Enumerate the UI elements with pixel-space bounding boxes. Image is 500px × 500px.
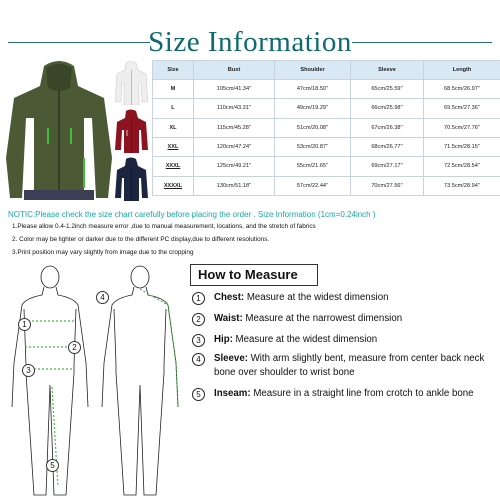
size-cell: XL (153, 119, 193, 137)
header-length: Length (424, 61, 500, 79)
sleeve-cell: 66cm/25.98'' (351, 99, 423, 117)
sleeve-cell: 70cm/27.56'' (351, 177, 423, 195)
length-cell: 71.5cm/28.15'' (424, 138, 500, 156)
header-shoulder: Shoulder (275, 61, 350, 79)
shoulder-cell: 49cm/19.29'' (275, 99, 350, 117)
measure-term: Inseam: (214, 388, 251, 399)
size-cell: XXXXL (153, 177, 193, 195)
table-row (153, 99, 500, 117)
measure-number-2: 2 (192, 313, 205, 326)
shoulder-cell: 51cm/20.08'' (275, 119, 350, 137)
bust-cell: 120cm/47.24'' (194, 138, 274, 156)
bust-cell: 130cm/51.18'' (194, 177, 274, 195)
table-row (153, 177, 500, 195)
header-sleeve: Sleeve (351, 61, 423, 79)
note-1: 1.Please allow 0.4-1.2inch measure error ,due to manual measurement, locations, and the stretch of fabrics (12, 223, 316, 230)
measure-number-4: 4 (192, 353, 205, 366)
figure-label-5: 5 (46, 459, 59, 472)
measure-term: Sleeve: (214, 353, 248, 364)
size-table (152, 60, 500, 196)
hoodie-red-photo (114, 108, 149, 153)
bust-cell: 115cm/45.28'' (194, 119, 274, 137)
size-cell: XXL (153, 138, 193, 156)
hoodie-green-photo (4, 58, 114, 200)
length-cell: 73.5cm/28.94'' (424, 177, 500, 195)
shoulder-cell: 47cm/18.50'' (275, 80, 350, 98)
size-cell: XXXL (153, 157, 193, 175)
how-to-measure-title: How to Measure (198, 267, 298, 282)
table-row (153, 157, 500, 175)
size-table-header (153, 61, 500, 79)
size-notice: NOTIC:Please check the size chart carefully before placing the order . Size Information (1cm=0.24inch ) (8, 210, 376, 219)
figure-label-2: 2 (68, 341, 81, 354)
note-3: 3.Print position may vary slightly from image due to the cropping (12, 249, 194, 256)
table-row (153, 119, 500, 137)
measure-term: Waist: (214, 313, 243, 324)
measure-desc: Measure at the widest dimension (232, 334, 378, 345)
measure-sleeve (214, 352, 494, 380)
measure-hip (214, 333, 494, 347)
measure-number-3: 3 (192, 334, 205, 347)
measure-desc: Measure in a straight line from crotch to ankle bone (250, 388, 474, 399)
sleeve-cell: 68cm/26.77'' (351, 138, 423, 156)
measure-term: Hip: (214, 334, 233, 345)
length-cell: 69.5cm/27.36'' (424, 99, 500, 117)
measure-chest (214, 291, 494, 305)
bust-cell: 105cm/41.34'' (194, 80, 274, 98)
bust-cell: 125cm/49.21'' (194, 157, 274, 175)
body-figures (0, 265, 190, 500)
length-cell: 72.5cm/28.54'' (424, 157, 500, 175)
table-row (153, 138, 500, 156)
size-cell: L (153, 99, 193, 117)
measure-number-5: 5 (192, 388, 205, 401)
shoulder-cell: 53cm/20.87'' (275, 138, 350, 156)
sleeve-cell: 69cm/27.17'' (351, 157, 423, 175)
header-size: Size (153, 61, 193, 79)
length-cell: 70.5cm/27.76'' (424, 119, 500, 137)
sleeve-cell: 65cm/25.59'' (351, 80, 423, 98)
figure-label-4: 4 (96, 291, 109, 304)
measure-inseam (214, 387, 494, 401)
note-2: 2. Color may be lighter or darker due to the different PC display,due to different resolutions. (12, 236, 270, 243)
shoulder-cell: 55cm/21.65'' (275, 157, 350, 175)
figure-label-1: 1 (18, 318, 31, 331)
measure-number-1: 1 (192, 292, 205, 305)
hoodie-navy-photo (114, 156, 149, 201)
bust-cell: 110cm/43.31'' (194, 99, 274, 117)
table-row (153, 80, 500, 98)
size-cell: M (153, 80, 193, 98)
measure-desc: Measure at the narrowest dimension (242, 313, 403, 324)
measure-desc: Measure at the widest dimension (244, 292, 389, 303)
sleeve-cell: 67cm/26.38'' (351, 119, 423, 137)
page-title: Size Information (148, 26, 352, 58)
measure-term: Chest: (214, 292, 245, 303)
header-bust: Bust (194, 61, 274, 79)
shoulder-cell: 57cm/22.44'' (275, 177, 350, 195)
hoodie-white-photo (114, 60, 149, 105)
length-cell: 68.5cm/26.97'' (424, 80, 500, 98)
measure-desc: With arm slightly bent, measure from center back neck bone over shoulder to wrist bone (214, 353, 485, 378)
figure-label-3: 3 (22, 364, 35, 377)
measure-waist (214, 312, 494, 326)
